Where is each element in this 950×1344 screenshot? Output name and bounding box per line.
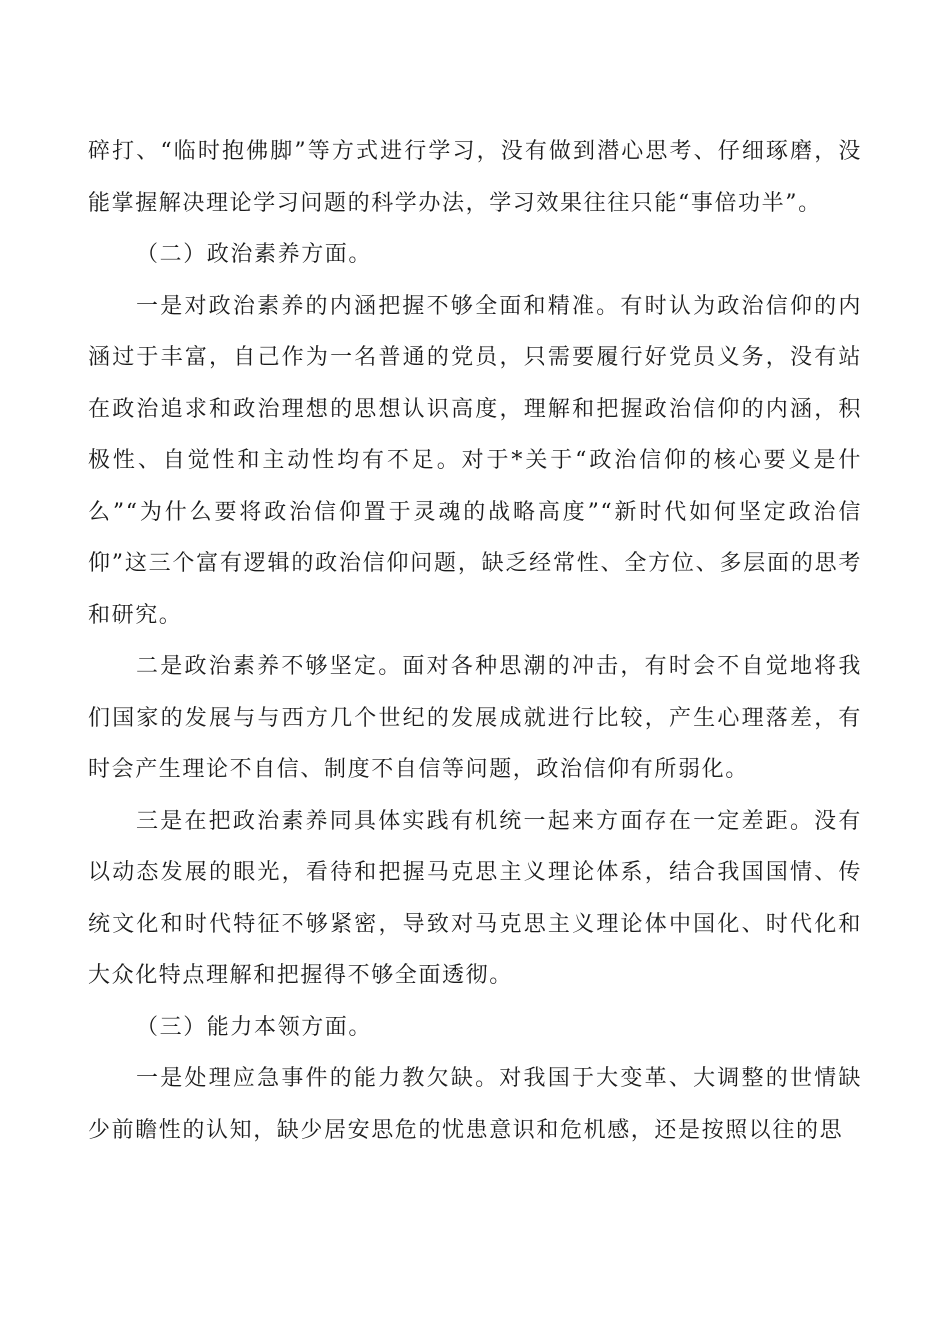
- document-body: [88, 126, 862, 1156]
- section-heading-political-literacy: （二）政治素养方面。: [136, 242, 373, 267]
- section-heading-ability: （三）能力本领方面。: [136, 1014, 373, 1040]
- paragraph-continuation: 碎打、“临时抱佛脚”等方式进行学习，没有做到潜心思考、仔细琢磨，没能掌握解决理论学习问题的科学办法，学习效果往往只能“事倍功半”。: [88, 139, 862, 216]
- paragraph-political-literacy-point-2: 二是政治素养不够坚定。面对各种思潮的冲击，有时会不自觉地将我们国家的发展与与西方几个世纪的发展成就进行比较，产生心理落差，有时会产生理论不自信、制度不自信等问题，政治信仰有所弱化。: [88, 654, 862, 782]
- paragraph-political-literacy-point-1: 一是对政治素养的内涵把握不够全面和精准。有时认为政治信仰的内涵过于丰富，自己作为一名普通的党员，只需要履行好党员义务，没有站在政治追求和政治理想的思想认识高度，理解和把握政治信仰的内涵，积极性、自觉性和主动性均有不足。对于*关于“政治信仰的核心要义是什么”“为什么要将政治信仰置于灵魂的战略高度”“新时代如何坚定政治信仰”这三个富有逻辑的政治信仰问题，缺乏经常性、全方位、多层面的思考和研究。: [88, 293, 862, 628]
- paragraph-ability-point-1: 一是处理应急事件的能力教欠缺。对我国于大变革、大调整的世情缺少前瞻性的认知，缺少居安思危的忧患意识和危机感，还是按照以往的思: [88, 1066, 862, 1143]
- paragraph-political-literacy-point-3: 三是在把政治素养同具体实践有机统一起来方面存在一定差距。没有以动态发展的眼光，看待和把握马克思主义理论体系，结合我国国情、传统文化和时代特征不够紧密，导致对马克思主义理论体中国化、时代化和大众化特点理解和把握得不够全面透彻。: [88, 808, 862, 988]
